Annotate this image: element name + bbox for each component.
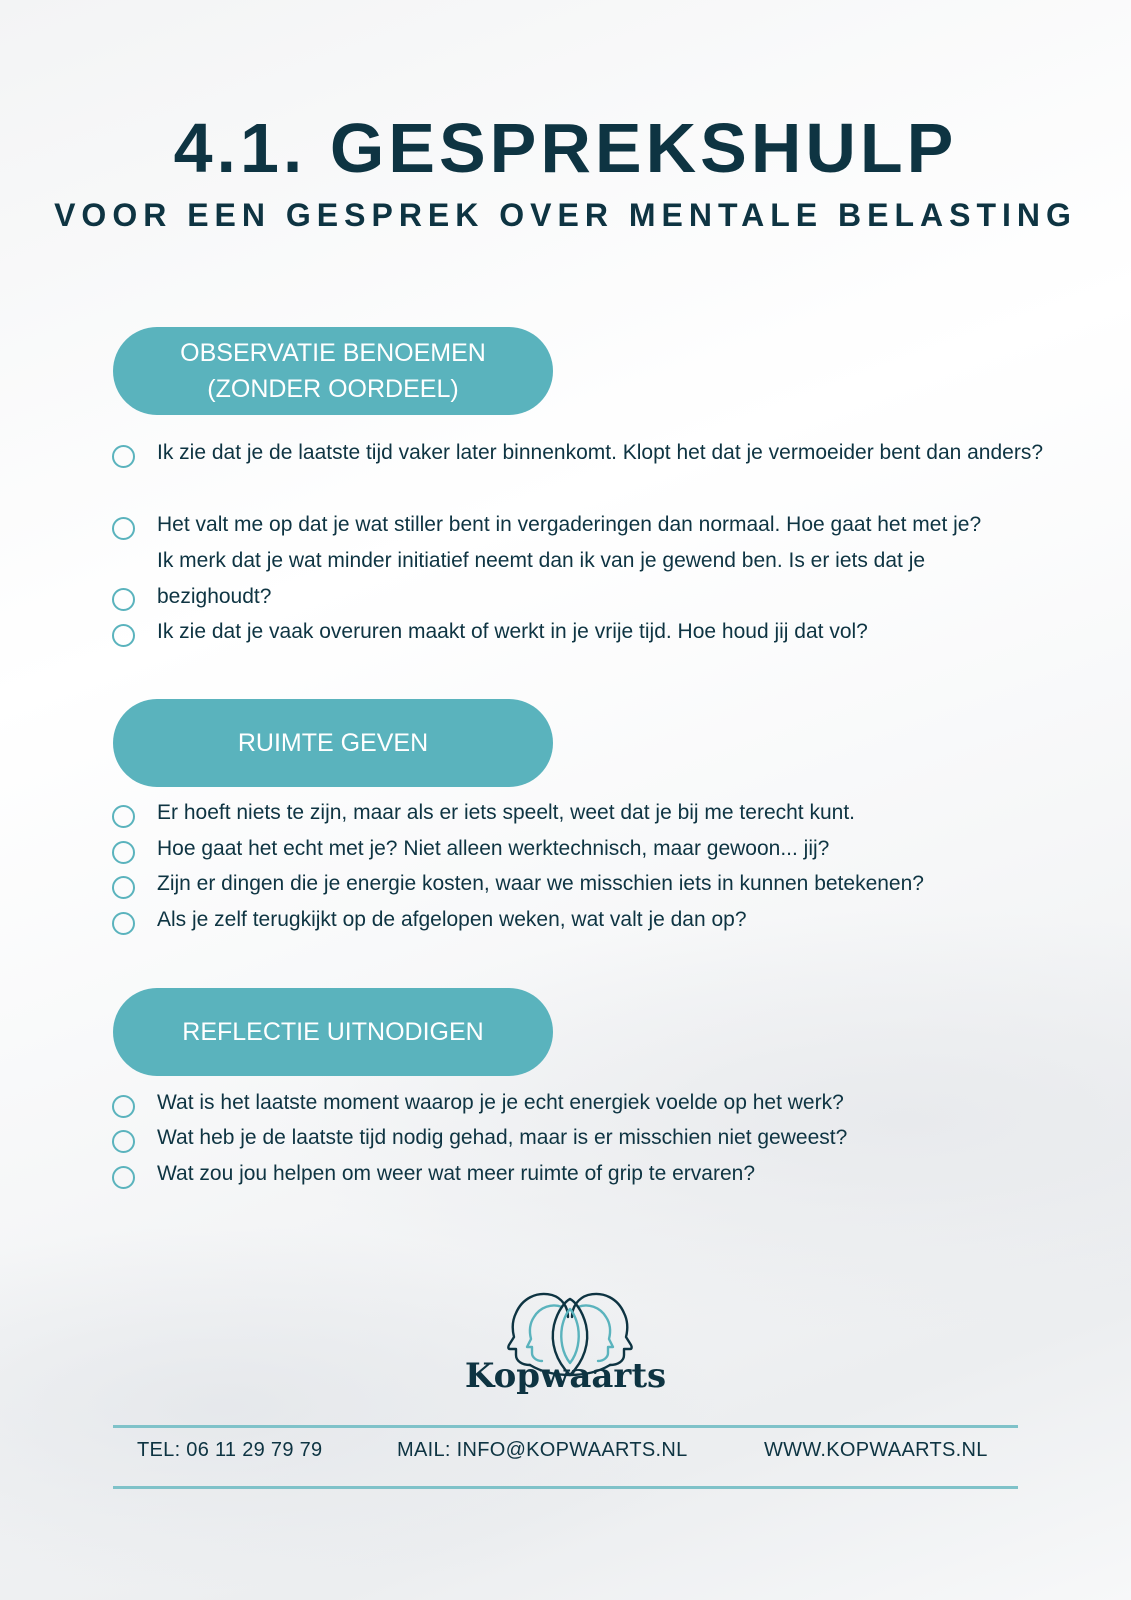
checkbox-icon[interactable] [112,1166,135,1189]
section-heading-observatie [113,327,553,415]
checkbox-icon[interactable] [112,805,135,828]
checkbox-icon[interactable] [112,517,135,540]
checklist-item-text: Wat heb je de laatste tijd nodig gehad, maar is er misschien niet geweest? [157,1126,848,1149]
checkbox-icon[interactable] [112,876,135,899]
section-heading-reflectie [113,988,553,1076]
page-title: 4.1. GESPREKSHULP [173,109,958,187]
checklist-item-text: Er hoeft niets te zijn, maar als er iets speelt, weet dat je bij me terecht kunt. [157,801,855,824]
checklist-item-text: Wat is het laatste moment waarop je je echt energiek voelde op het werk? [157,1091,844,1114]
brand-name: Kopwaarts [464,1356,667,1396]
checklist-item-text: Hoe gaat het echt met je? Niet alleen werktechnisch, maar gewoon... jij? [157,837,830,860]
page-subtitle: VOOR EEN GESPREK OVER MENTALE BELASTING [54,197,1077,233]
checklist-item-text: Wat zou jou helpen om weer wat meer ruimte of grip te ervaren? [157,1162,755,1185]
footer-divider-top [113,1425,1018,1428]
section-heading-ruimte [113,699,553,787]
footer-website[interactable]: WWW.KOPWAARTS.NL [764,1439,988,1461]
checkbox-icon[interactable] [112,588,135,611]
footer-phone[interactable]: TEL: 06 11 29 79 79 [137,1439,323,1461]
section-heading-line1: OBSERVATIE BENOEMEN [180,339,486,367]
checklist-item-text: Ik zie dat je vaak overuren maakt of werkt in je vrije tijd. Hoe houd jij dat vol? [157,620,868,643]
checkbox-icon[interactable] [112,1095,135,1118]
footer-divider-bottom [113,1486,1018,1489]
section-heading-line2: (ZONDER OORDEEL) [207,375,459,403]
section-heading-line1: REFLECTIE UITNODIGEN [182,1018,484,1046]
checkbox-icon[interactable] [112,912,135,935]
checklist-item-text: Ik merk dat je wat minder initiatief neemt dan ik van je gewend ben. Is er iets dat je bezighoudt? [157,549,926,608]
checkbox-icon[interactable] [112,1130,135,1153]
checklist-item-text: Zijn er dingen die je energie kosten, waar we misschien iets in kunnen betekenen? [157,872,924,895]
section-heading-line1: RUIMTE GEVEN [237,729,429,757]
checkbox-icon[interactable] [112,445,135,468]
checklist-item-text: Als je zelf terugkijkt op de afgelopen weken, wat valt je dan op? [157,908,747,931]
checkbox-icon[interactable] [112,624,135,647]
footer-mail[interactable]: MAIL: INFO@KOPWAARTS.NL [397,1439,688,1461]
checkbox-icon[interactable] [112,841,135,864]
checklist-item-text: Ik zie dat je de laatste tijd vaker later binnenkomt. Klopt het dat je vermoeider bent dan anders? [157,441,1044,464]
checklist-item-text: Het valt me op dat je wat stiller bent in vergaderingen dan normaal. Hoe gaat het met je? [157,513,982,536]
